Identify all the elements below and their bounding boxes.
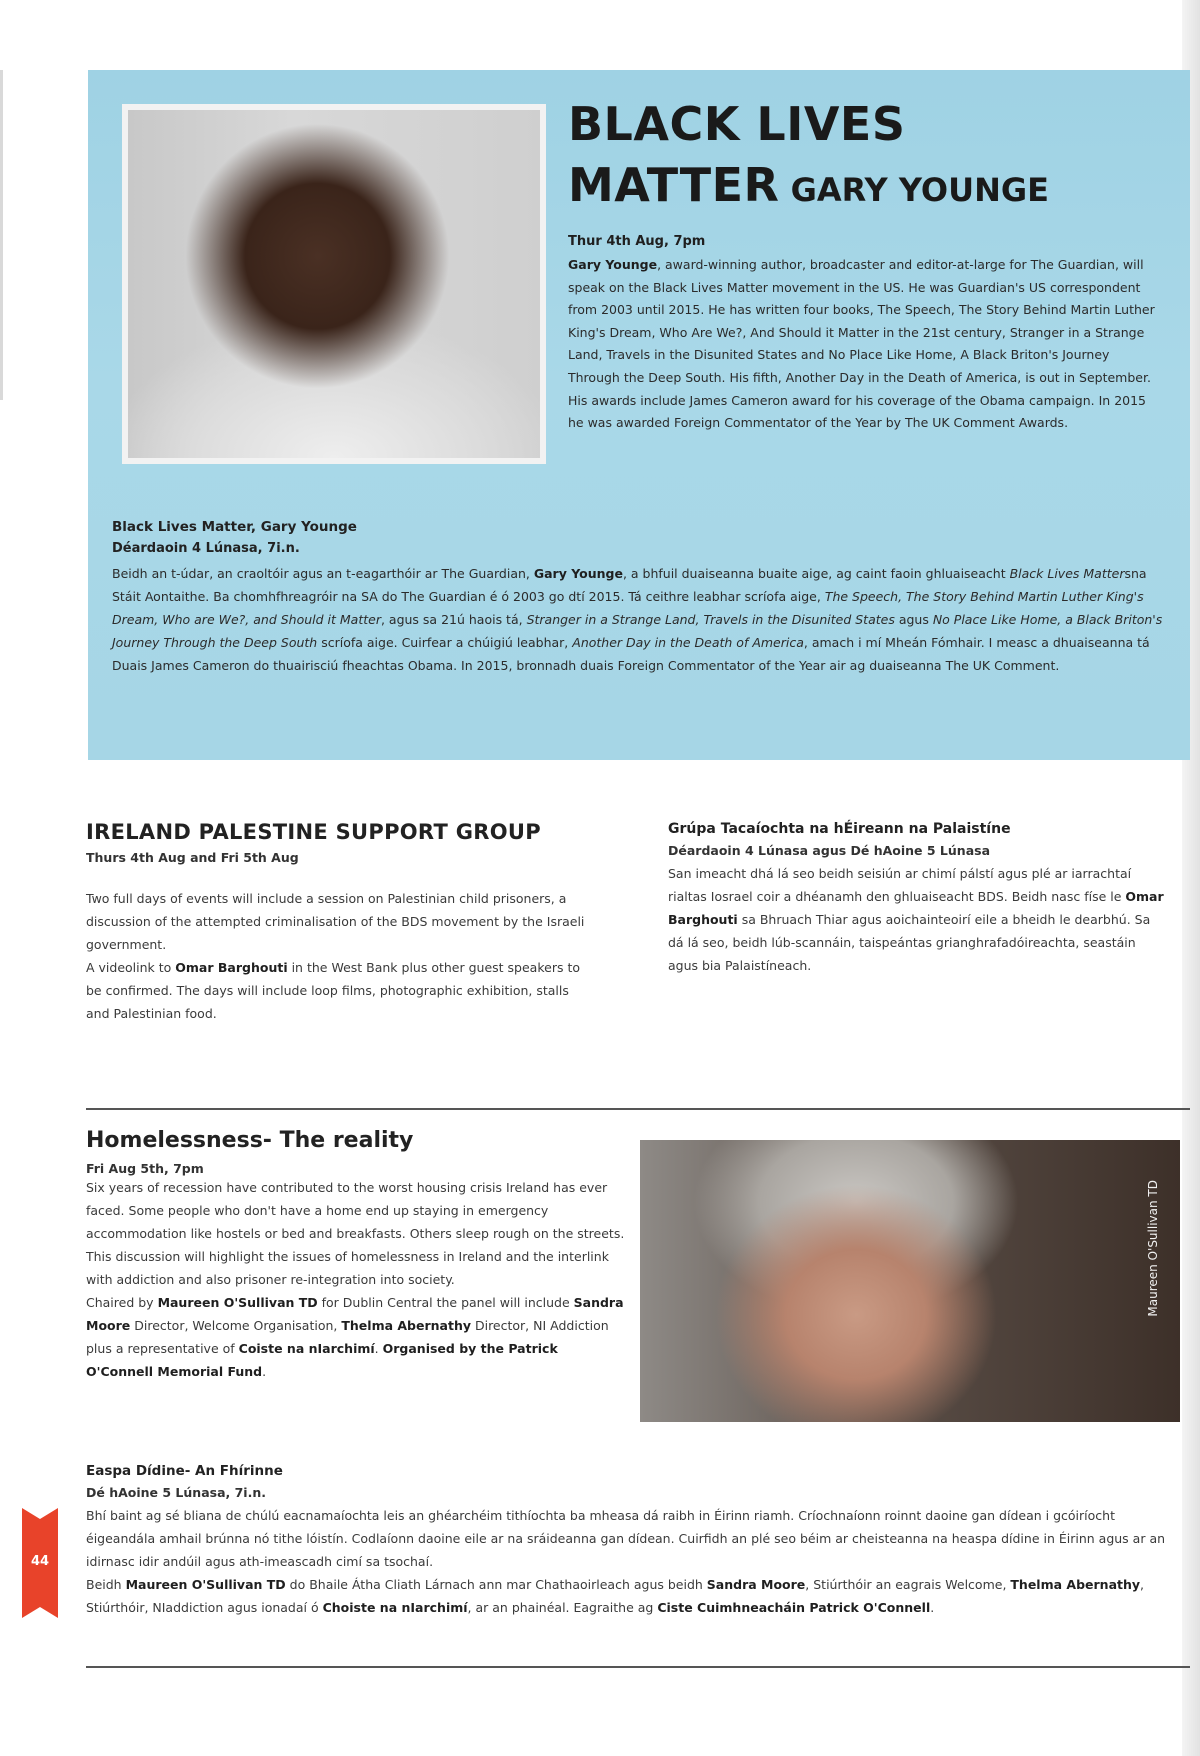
homelessness-text: Director, Welcome Organisation, [130, 1318, 342, 1333]
ipsg-irish-speaker-name: Omar Barghouti [668, 889, 1164, 927]
irish-text: agus [894, 612, 933, 627]
homelessness-irish-text: Bhí baint ag sé bliana de chúlú eacnamaíochta leis an ghéarchéim tithíochta ba mheasa dá raibh in Éirinn riamh. Críochnaíonn roinnt daoine gan dídean i gcóiríocht éigeandála amhail brúnna nó tithe lóistín. Codlaíonn daoine eile ar na sráideanna gan dídean. Cuirfidh an plé seo béim ar cheisteanna na heaspa dídine in Éirinn agus ar an idirnasc idir andúil agus ath-imeascadh cimí sa tsochaí. [86, 1508, 1166, 1569]
left-margin-mark [0, 70, 3, 400]
irish-speaker-name: Gary Younge [533, 566, 623, 581]
homelessness-organiser: Organised by the Patrick O'Connell Memorial Fund [86, 1341, 558, 1379]
feature-body [568, 254, 1158, 435]
page-number: 44 [30, 1554, 50, 1569]
irish-text: , a bhfuil duaiseanna buaite aige, ag caint faoin ghluaiseacht [622, 566, 1010, 581]
irish-title-em: No Place Like Home, a Black Briton's Journey Through the Deep South [112, 612, 1163, 650]
homelessness-text: . [374, 1341, 383, 1356]
homelessness-irish-text: do Bhaile Átha Cliath Lárnach ann mar Chathaoirleach agus beidh [285, 1577, 707, 1592]
homelessness-name: Thelma Abernathy [341, 1318, 471, 1333]
homelessness-irish-name: Choiste na nIarchimí [322, 1600, 468, 1615]
homelessness-text: Chaired by [86, 1295, 158, 1310]
homelessness-text: Six years of recession have contributed to the worst housing crisis Ireland has ever faced. Some people who don't have a home end up staying in emergency accommodation like hostels or bed and breakfasts. Others sleep rough on the streets. This discussion will highlight the issues of homelessness in Ireland and the interlink with addiction and also prisoner re-integration into society. [86, 1180, 625, 1287]
homelessness-name: Sandra Moore [86, 1295, 624, 1333]
homelessness-irish-name: Maureen O'Sullivan TD [125, 1577, 286, 1592]
irish-text: Beidh an t-údar, an craoltóir agus an t-eagarthóir ar The Guardian, [112, 566, 534, 581]
ipsg-text: A videolink to [86, 960, 176, 975]
ipsg-irish-text: San imeacht dhá lá seo beidh seisiún ar chimí pálstí agus plé ar iarrachtaí rialtas Iosrael coir a dhéanamh den ghluaiseacht BDS. Beidh nasc físe le [668, 866, 1132, 904]
homelessness-irish-section [86, 1460, 1176, 1619]
homelessness-irish-text: , Stiúrthóir, NIaddiction agus ionadaí ó [86, 1577, 1145, 1615]
ipsg-title: IRELAND PALESTINE SUPPORT GROUP [86, 820, 541, 844]
homelessness-text: for Dublin Central the panel will include [317, 1295, 574, 1310]
ipsg-body [86, 887, 586, 1025]
irish-text: scríofa aige. Cuirfear a chúigiú leabhar, [317, 635, 573, 650]
homelessness-irish-name: Thelma Abernathy [1010, 1577, 1141, 1592]
irish-title-em: The Speech, The Story Behind Martin Luther King's Dream, Who are We?, and Should it Matter [112, 589, 1144, 627]
bottom-divider [86, 1666, 1190, 1668]
photo-credit: Maureen O'Sullivan TD [1146, 1180, 1160, 1317]
homelessness-irish-body [86, 1504, 1176, 1619]
ipsg-text: Two full days of events will include a session on Palestinian child prisoners, a discussion of the attempted criminalisation of the BDS movement by the Israeli government. [86, 891, 585, 952]
homelessness-section [86, 1128, 626, 1383]
feature-speaker-name: Gary Younge [568, 257, 658, 272]
homelessness-irish-text: Beidh [86, 1577, 126, 1592]
feature-irish-title: Black Lives Matter, Gary Younge [112, 519, 357, 535]
ipsg-irish-section [668, 818, 1168, 977]
ipsg-irish-date: Déardaoin 4 Lúnasa agus Dé hAoine 5 Lúnasa [668, 843, 991, 858]
feature-title-line1: BLACK LIVES [568, 97, 906, 151]
ipsg-irish-body [668, 862, 1168, 977]
irish-text: , amach i mí Mheán Fómhair. I measc a dhuaiseanna tá Duais James Cameron do thuairisciú fheachtas Obama. In 2015, bronnadh duais Foreign Commentator of the Year air ag duaiseanna The UK Comment. [112, 635, 1150, 673]
homelessness-irish-organiser: Ciste Cuimhneacháin Patrick O'Connell [657, 1600, 931, 1615]
homelessness-irish-name: Sandra Moore [706, 1577, 806, 1592]
ipsg-irish-title: Grúpa Tacaíochta na hÉireann na Palaistíne [668, 821, 1011, 837]
irish-title-em: Black Lives Matter [1009, 566, 1125, 581]
gary-younge-photo [122, 104, 546, 464]
homelessness-body [86, 1176, 626, 1383]
feature-irish-date: Déardaoin 4 Lúnasa, 7i.n. [112, 541, 300, 556]
irish-text: , agus sa 21ú haois tá, [380, 612, 527, 627]
homelessness-title: Homelessness- The reality [86, 1128, 414, 1153]
section-divider [86, 1108, 1190, 1110]
ipsg-section [86, 820, 586, 1025]
homelessness-irish-date: Dé hAoine 5 Lúnasa, 7i.n. [86, 1485, 266, 1500]
ipsg-date: Thurs 4th Aug and Fri 5th Aug [86, 850, 299, 865]
homelessness-irish-text: , ar an phainéal. Eagraithe ag [467, 1600, 658, 1615]
homelessness-name: Coiste na nIarchimí [238, 1341, 375, 1356]
feature-black-lives-matter [88, 70, 1190, 760]
homelessness-text: Director, NI Addiction plus a representative of [86, 1318, 609, 1356]
feature-date: Thur 4th Aug, 7pm [568, 234, 706, 249]
homelessness-irish-text: . [930, 1600, 935, 1615]
feature-title [568, 96, 1168, 218]
feature-irish-block [112, 516, 1172, 677]
feature-title-line2: MATTER [568, 158, 780, 212]
feature-irish-body [112, 562, 1172, 677]
feature-title-speaker: GARY YOUNGE [790, 171, 1049, 209]
homelessness-name: Maureen O'Sullivan TD [157, 1295, 318, 1310]
homelessness-date: Fri Aug 5th, 7pm [86, 1161, 204, 1176]
homelessness-text: . [262, 1364, 267, 1379]
irish-title-em: Stranger in a Strange Land, Travels in the Disunited States [526, 612, 895, 627]
irish-title-em: Another Day in the Death of America [572, 635, 804, 650]
feature-body-text: , award-winning author, broadcaster and editor-at-large for The Guardian, will speak on the Black Lives Matter movement in the US. He was Guardian's US correspondent from 2003 until 2015. He has written four books, The Speech, The Story Behind Martin Luther King's Dream, Who Are We?, And Should it Matter in the 21st century, Stranger in a Strange Land, Travels in the Disunited States and No Place Like Home, A Black Briton's Journey Through the Deep South. His fifth, Another Day in the Death of America, is out in September. His awards include James Cameron award for his coverage of the Obama campaign. In 2015 he was awarded Foreign Commentator of the Year by The UK Comment Awards. [568, 257, 1155, 431]
homelessness-irish-title: Easpa Dídine- An Fhírinne [86, 1463, 283, 1479]
ipsg-speaker-name: Omar Barghouti [175, 960, 288, 975]
ipsg-irish-text: sa Bhruach Thiar agus aoichainteoirí eile a bheidh le dearbhú. Sa dá lá seo, beidh lúb-scannáin, taispeántas grianghrafadóireachta, seastáin agus bia Palaistíneach. [668, 912, 1151, 973]
homelessness-irish-text: , Stiúrthóir an eagrais Welcome, [805, 1577, 1011, 1592]
maureen-osullivan-photo [640, 1140, 1180, 1422]
irish-text: sna Stáit Aontaithe. Ba chomhfhreagróir na SA do The Guardian é ó 2003 go dtí 2015. Tá ceithre leabhar scríofa aige, [112, 566, 1147, 604]
ipsg-text: in the West Bank plus other guest speakers to be confirmed. The days will include loop films, photographic exhibition, stalls and Palestinian food. [86, 960, 580, 1021]
